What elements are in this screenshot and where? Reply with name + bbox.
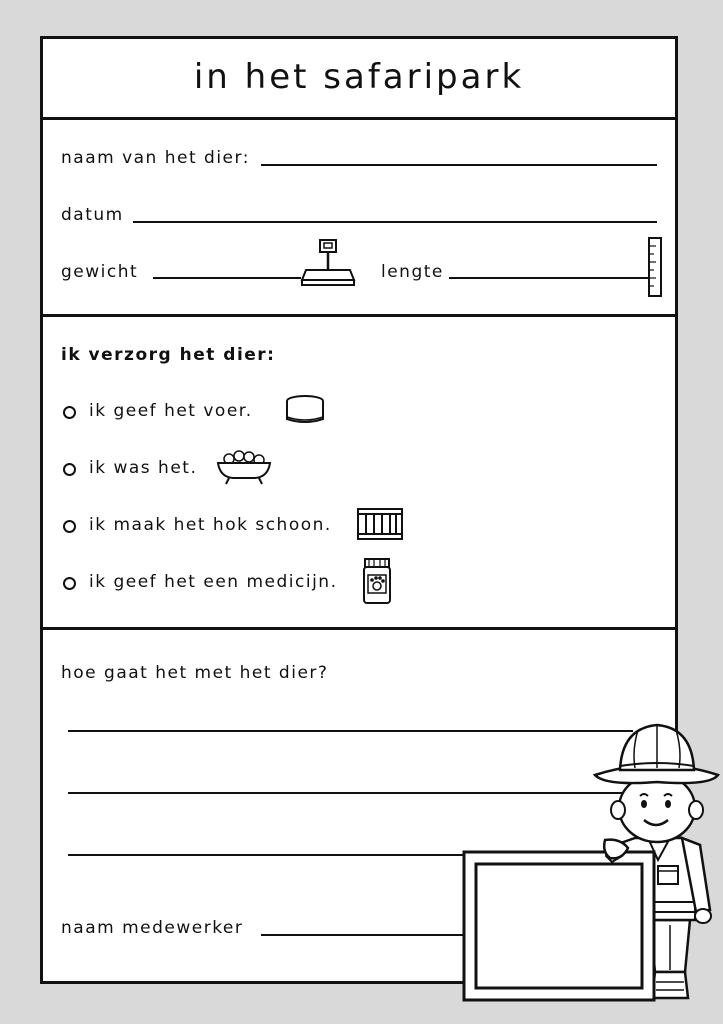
worker-name-label: naam medewerker — [61, 918, 244, 938]
care-item-food: ik geef het voer. — [89, 401, 253, 421]
care-heading: ik verzorg het dier: — [61, 345, 276, 365]
checkbox-medicine[interactable] — [63, 577, 76, 590]
checkbox-cage[interactable] — [63, 520, 76, 533]
scale-icon — [298, 238, 358, 288]
animal-name-line[interactable] — [261, 164, 657, 166]
title-section — [43, 39, 675, 120]
notes-question: hoe gaat het met het dier? — [61, 663, 329, 683]
weight-label: gewicht — [61, 262, 139, 282]
cage-icon — [356, 507, 404, 541]
care-item-wash: ik was het. — [89, 458, 198, 478]
zookeeper-boy-illustration — [460, 720, 720, 1010]
bathtub-icon — [215, 447, 273, 487]
date-line[interactable] — [133, 221, 657, 223]
length-line[interactable] — [449, 277, 649, 279]
weight-line[interactable] — [153, 277, 301, 279]
care-item-cage: ik maak het hok schoon. — [89, 515, 332, 535]
info-section — [43, 120, 675, 317]
animal-name-label: naam van het dier: — [61, 148, 250, 168]
care-section — [43, 317, 675, 630]
page-title: in het safaripark — [193, 57, 525, 97]
date-label: datum — [61, 205, 124, 225]
food-bowl-icon — [283, 393, 327, 427]
care-item-medicine: ik geef het een medicijn. — [89, 572, 338, 592]
ruler-icon — [647, 236, 663, 298]
worker-name-line[interactable] — [261, 934, 471, 936]
length-label: lengte — [381, 262, 444, 282]
notes-line-3[interactable] — [68, 854, 468, 856]
medicine-jar-icon — [361, 557, 393, 607]
checkbox-food[interactable] — [63, 406, 76, 419]
checkbox-wash[interactable] — [63, 463, 76, 476]
